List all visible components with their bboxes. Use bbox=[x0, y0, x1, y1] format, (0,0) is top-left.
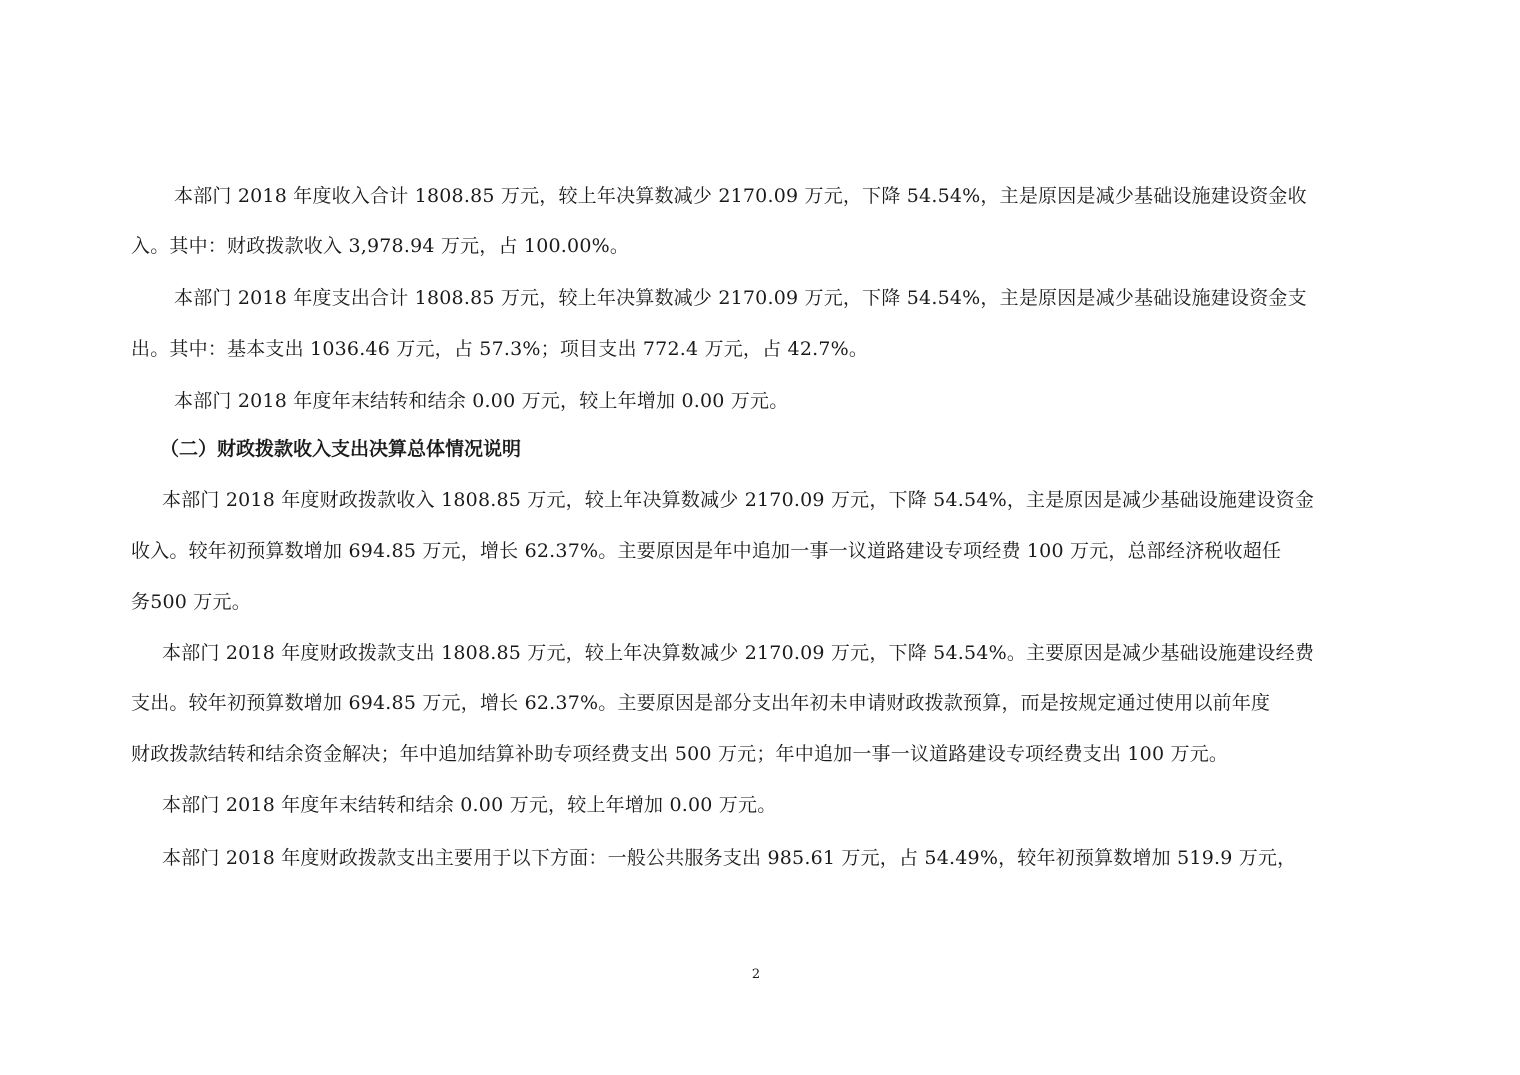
fiscal-income-paragraph-line-2: 收入。较年初预算数增加 694.85 万元，增长 62.37%。主要原因是年中追加一事一议道路建设专项经费 100 万元，总部经济税收超任 bbox=[131, 540, 1282, 562]
fiscal-income-paragraph-line-3: 务500 万元。 bbox=[131, 591, 251, 613]
carryover-paragraph-line-1: 本部门 2018 年度年末结转和结余 0.00 万元，较上年增加 0.00 万元。 bbox=[174, 390, 789, 412]
page-number: 2 bbox=[751, 967, 761, 982]
expense-paragraph-line-2: 出。其中：基本支出 1036.46 万元，占 57.3%；项目支出 772.4 万元，占 42.7%。 bbox=[131, 338, 869, 360]
fiscal-expense-paragraph-line-1: 本部门 2018 年度财政拨款支出 1808.85 万元，较上年决算数减少 2170.09 万元，下降 54.54%。主要原因是减少基础设施建设经费 bbox=[162, 642, 1315, 664]
expense-paragraph-line-1: 本部门 2018 年度支出合计 1808.85 万元，较上年决算数减少 2170.09 万元，下降 54.54%，主是原因是减少基础设施建设资金支 bbox=[174, 287, 1307, 309]
fiscal-usage-paragraph-line-1: 本部门 2018 年度财政拨款支出主要用于以下方面：一般公共服务支出 985.61 万元，占 54.49%，较年初预算数增加 519.9 万元， bbox=[162, 847, 1297, 869]
income-paragraph-line-1: 本部门 2018 年度收入合计 1808.85 万元，较上年决算数减少 2170.09 万元，下降 54.54%，主是原因是减少基础设施建设资金收 bbox=[174, 185, 1307, 207]
section-heading-fiscal: （二）财政拨款收入支出决算总体情况说明 bbox=[160, 438, 522, 460]
fiscal-income-paragraph-line-1: 本部门 2018 年度财政拨款收入 1808.85 万元，较上年决算数减少 2170.09 万元，下降 54.54%，主是原因是减少基础设施建设资金 bbox=[162, 489, 1315, 511]
fiscal-expense-paragraph-line-2: 支出。较年初预算数增加 694.85 万元，增长 62.37%。主要原因是部分支出年初未申请财政拨款预算，而是按规定通过使用以前年度 bbox=[131, 692, 1271, 714]
fiscal-expense-paragraph-line-3: 财政拨款结转和结余资金解决；年中追加结算补助专项经费支出 500 万元；年中追加一事一议道路建设专项经费支出 100 万元。 bbox=[131, 743, 1229, 765]
income-paragraph-line-2: 入。其中：财政拨款收入 3,978.94 万元，占 100.00%。 bbox=[131, 235, 630, 257]
fiscal-carryover-paragraph-line-1: 本部门 2018 年度年末结转和结余 0.00 万元，较上年增加 0.00 万元。 bbox=[162, 794, 777, 816]
